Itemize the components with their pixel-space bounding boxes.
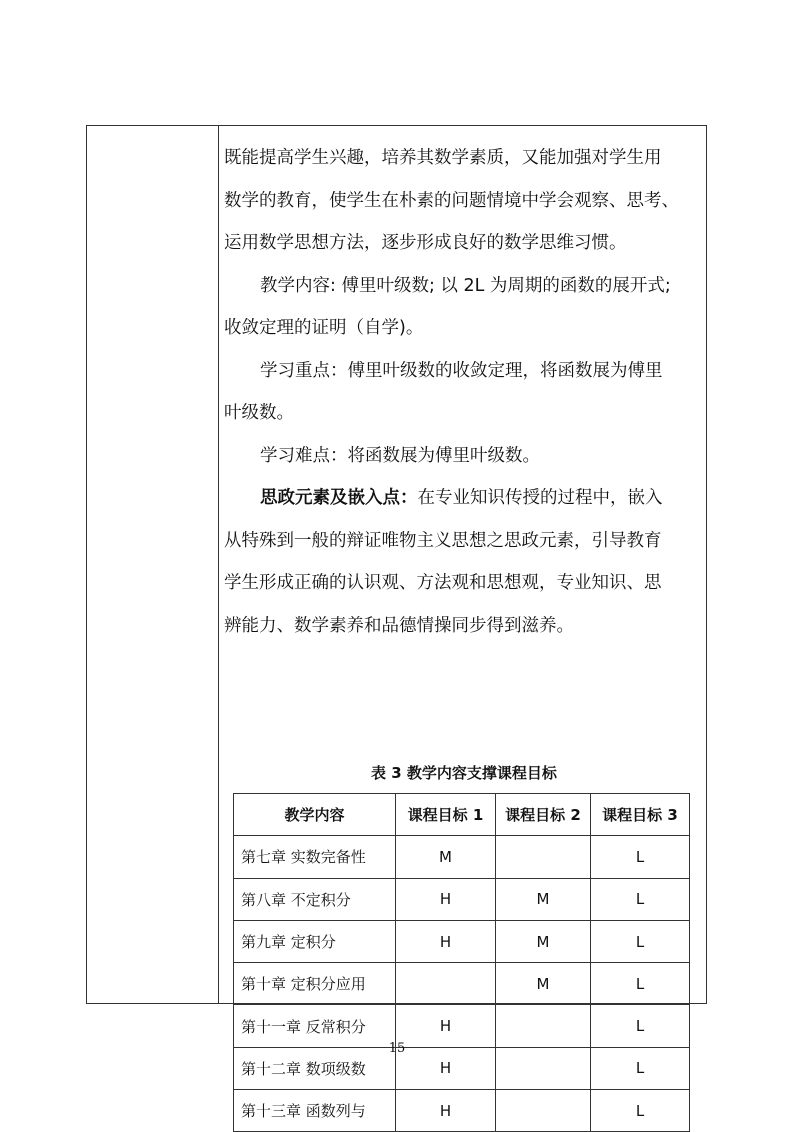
goal-cell: L — [591, 1090, 690, 1132]
ideology-first-line: 在专业知识传授的过程中，嵌入 — [417, 488, 663, 508]
chapter-cell: 第十二章 数项级数 — [234, 1047, 396, 1089]
header-cell: 课程目标 1 — [396, 794, 496, 836]
header-cell: 课程目标 3 — [591, 794, 690, 836]
table-row — [234, 963, 690, 1005]
chapter-cell: 第十三章 函数列与 — [234, 1090, 396, 1132]
text-line: 既能提高学生兴趣，培养其数学素质，又能加强对学生用 — [224, 148, 662, 168]
chapter-cell: 第十章 定积分应用 — [234, 963, 396, 1005]
table-row — [234, 1090, 690, 1132]
table-header-row — [234, 794, 690, 836]
header-cell: 教学内容 — [234, 794, 396, 836]
text-line: 数学的教育，使学生在朴素的问题情境中学会观察、思考、 — [224, 190, 679, 211]
text-line: 运用数学思想方法，逐步形成良好的数学思维习惯。 — [224, 233, 627, 253]
text-line: 辨能力、数学素养和品德情操同步得到滋养。 — [224, 615, 574, 636]
difficulty-paragraph — [224, 435, 704, 478]
ideology-label: 思政元素及嵌入点： — [260, 488, 418, 508]
goal-cell — [496, 836, 591, 878]
chapter-cell: 第七章 实数完备性 — [234, 836, 396, 878]
goal-cell: M — [496, 878, 591, 920]
table-row — [234, 836, 690, 878]
focus-paragraph — [224, 350, 704, 435]
goal-cell: L — [591, 878, 690, 920]
intro-paragraph — [224, 137, 704, 265]
page-number: 15 — [388, 1041, 406, 1056]
goal-cell: M — [396, 836, 496, 878]
chapter-cell: 第八章 不定积分 — [234, 878, 396, 920]
goal-cell: H — [396, 1047, 496, 1089]
text-line: 学生形成正确的认识观、方法观和思想观，专业知识、思 — [224, 573, 662, 593]
goal-cell: H — [396, 1005, 496, 1047]
goal-cell: M — [496, 963, 591, 1005]
goal-cell: L — [591, 1047, 690, 1089]
text-line: 学习难点：将函数展为傅里叶级数。 — [260, 445, 540, 466]
goal-cell: H — [396, 1090, 496, 1132]
text-line: 教学内容: 傅里叶级数; 以 2L 为周期的函数的展开式; — [260, 275, 671, 296]
goals-table — [233, 793, 690, 1132]
table-caption: 表 3 教学内容支撑课程目标 — [371, 764, 557, 782]
goal-cell: L — [591, 920, 690, 962]
text-line: 从特殊到一般的辩证唯物主义思想之思政元素，引导教育 — [224, 530, 662, 551]
text-line: 叶级数。 — [224, 403, 294, 423]
goal-cell: L — [591, 836, 690, 878]
goal-cell: L — [591, 1005, 690, 1047]
chapter-cell: 第九章 定积分 — [234, 920, 396, 962]
goal-cell — [396, 963, 496, 1005]
table-row — [234, 878, 690, 920]
goal-cell: M — [496, 920, 591, 962]
text-line: 收敛定理的证明（自学)。 — [224, 318, 424, 338]
ideology-paragraph — [224, 477, 704, 647]
chapter-cell: 第十一章 反常积分 — [234, 1005, 396, 1047]
header-cell: 课程目标 2 — [496, 794, 591, 836]
table-row — [234, 920, 690, 962]
column-divider — [218, 126, 219, 1003]
goal-cell: H — [396, 920, 496, 962]
goal-cell — [496, 1090, 591, 1132]
goal-cell: L — [591, 963, 690, 1005]
content-paragraph — [224, 265, 704, 350]
goal-cell: H — [396, 878, 496, 920]
text-line: 学习重点：傅里叶级数的收敛定理，将函数展为傅里 — [260, 360, 663, 381]
text-line — [224, 477, 704, 520]
